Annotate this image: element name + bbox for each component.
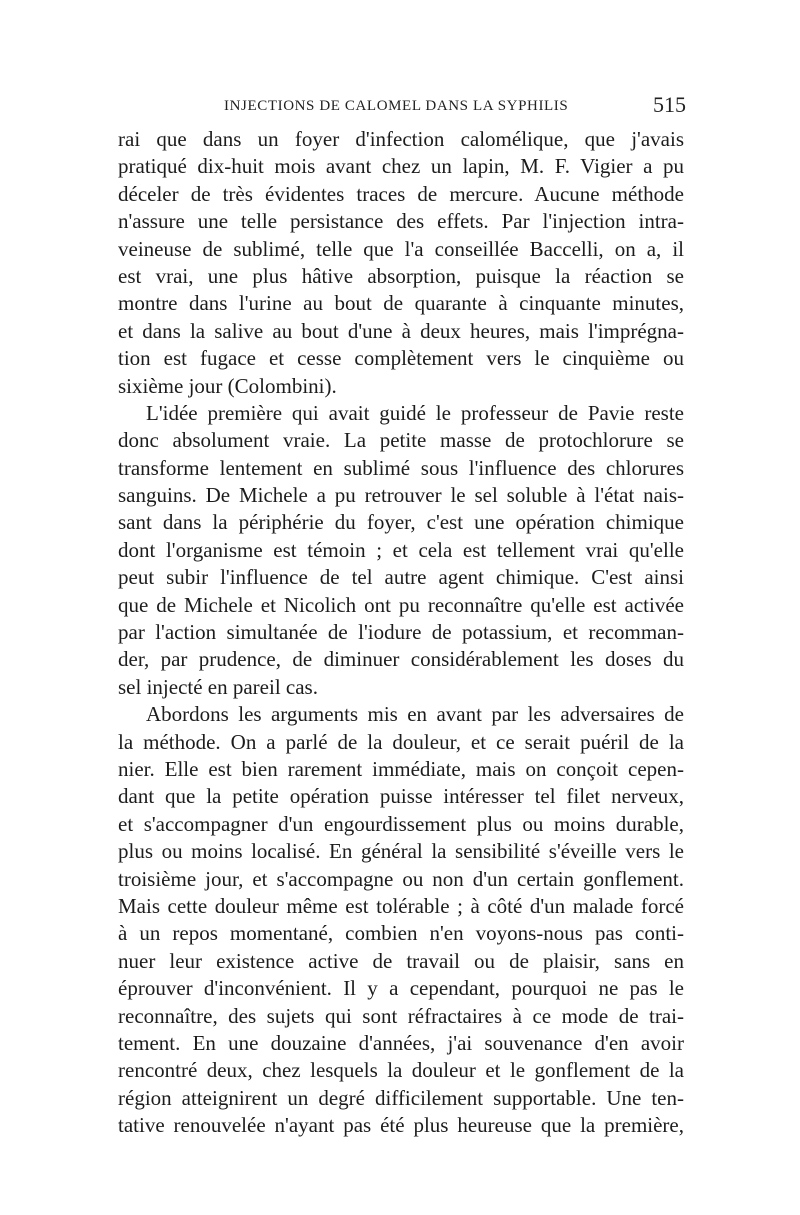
running-title: INJECTIONS DE CALOMEL DANS LA SYPHILIS xyxy=(224,98,569,114)
text-line: der, par prudence, de diminuer considérablement les doses du xyxy=(118,647,684,672)
text-line: par l'action simultanée de l'iodure de potassium, et recomman- xyxy=(118,620,684,645)
text-line: transforme lentement en sublimé sous l'influence des chlorures xyxy=(118,455,684,480)
text-line: rencontré deux, chez lesquels la douleur et le gonflement de la xyxy=(118,1058,684,1083)
text-line: tion est fugace et cesse complètement vers le cinquième ou xyxy=(118,346,684,371)
text-line: éprouver d'inconvénient. Il y a cependant, pourquoi ne pas le xyxy=(118,976,684,1001)
text-line: sixième jour (Colombini). xyxy=(118,373,337,398)
text-line: tative renouvelée n'ayant pas été plus heureuse que la première, xyxy=(118,1113,684,1138)
text-line: sant dans la périphérie du foyer, c'est une opération chimique xyxy=(118,510,684,535)
text-line: pratiqué dix-huit mois avant chez un lapin, M. F. Vigier a pu xyxy=(118,154,684,179)
text-line: montre dans l'urine au bout de quarante à cinquante minutes, xyxy=(118,291,684,316)
text-line: donc absolument vraie. La petite masse de protochlorure se xyxy=(118,428,684,453)
text-line: est vrai, une plus hâtive absorption, puisque la réaction se xyxy=(118,263,684,288)
text-line: nier. Elle est bien rarement immédiate, mais on conçoit cepen- xyxy=(118,756,684,781)
text-line: dont l'organisme est témoin ; et cela est tellement vrai qu'elle xyxy=(118,537,684,562)
text-line: Abordons les arguments mis en avant par les adversaires de xyxy=(146,702,684,727)
text-line: plus ou moins localisé. En général la sensibilité s'éveille vers le xyxy=(118,839,684,864)
running-head xyxy=(118,92,684,120)
text-line: veineuse de sublimé, telle que l'a conseillée Baccelli, on a, il xyxy=(118,236,684,261)
text-line: déceler de très évidentes traces de mercure. Aucune méthode xyxy=(118,181,684,206)
page-number: 515 xyxy=(653,92,686,117)
text-line: et dans la salive au bout d'une à deux heures, mais l'imprégna- xyxy=(118,318,684,343)
text-line: reconnaître, des sujets qui sont réfractaires à ce mode de trai- xyxy=(118,1003,684,1028)
text-line: que de Michele et Nicolich ont pu reconnaître qu'elle est activée xyxy=(118,592,684,617)
body-text xyxy=(118,126,684,1139)
text-line: tement. En une douzaine d'années, j'ai souvenance d'en avoir xyxy=(118,1030,684,1055)
text-line: la méthode. On a parlé de la douleur, et ce serait puéril de la xyxy=(118,729,684,754)
text-line: n'assure une telle persistance des effets. Par l'injection intra- xyxy=(118,209,684,234)
text-line: région atteignirent un degré difficilement supportable. Une ten- xyxy=(118,1085,684,1110)
text-line: rai que dans un foyer d'infection calomélique, que j'avais xyxy=(118,127,684,151)
text-line: troisième jour, et s'accompagne ou non d'un certain gonflement. xyxy=(118,866,684,891)
text-line: Mais cette douleur même est tolérable ; à côté d'un malade forcé xyxy=(118,893,684,918)
text-line: à un repos momentané, combien n'en voyons-nous pas conti- xyxy=(118,921,684,946)
text-line: dant que la petite opération puisse intéresser tel filet nerveux, xyxy=(118,784,684,809)
text-line: nuer leur existence active de travail ou de plaisir, sans en xyxy=(118,948,684,973)
text-line: et s'accompagner d'un engourdissement plus ou moins durable, xyxy=(118,811,684,836)
text-line: sel injecté en pareil cas. xyxy=(118,674,318,699)
text-line: peut subir l'influence de tel autre agent chimique. C'est ainsi xyxy=(118,565,684,590)
text-line: L'idée première qui avait guidé le professeur de Pavie reste xyxy=(146,400,684,425)
text-line: sanguins. De Michele a pu retrouver le sel soluble à l'état nais- xyxy=(118,483,684,508)
